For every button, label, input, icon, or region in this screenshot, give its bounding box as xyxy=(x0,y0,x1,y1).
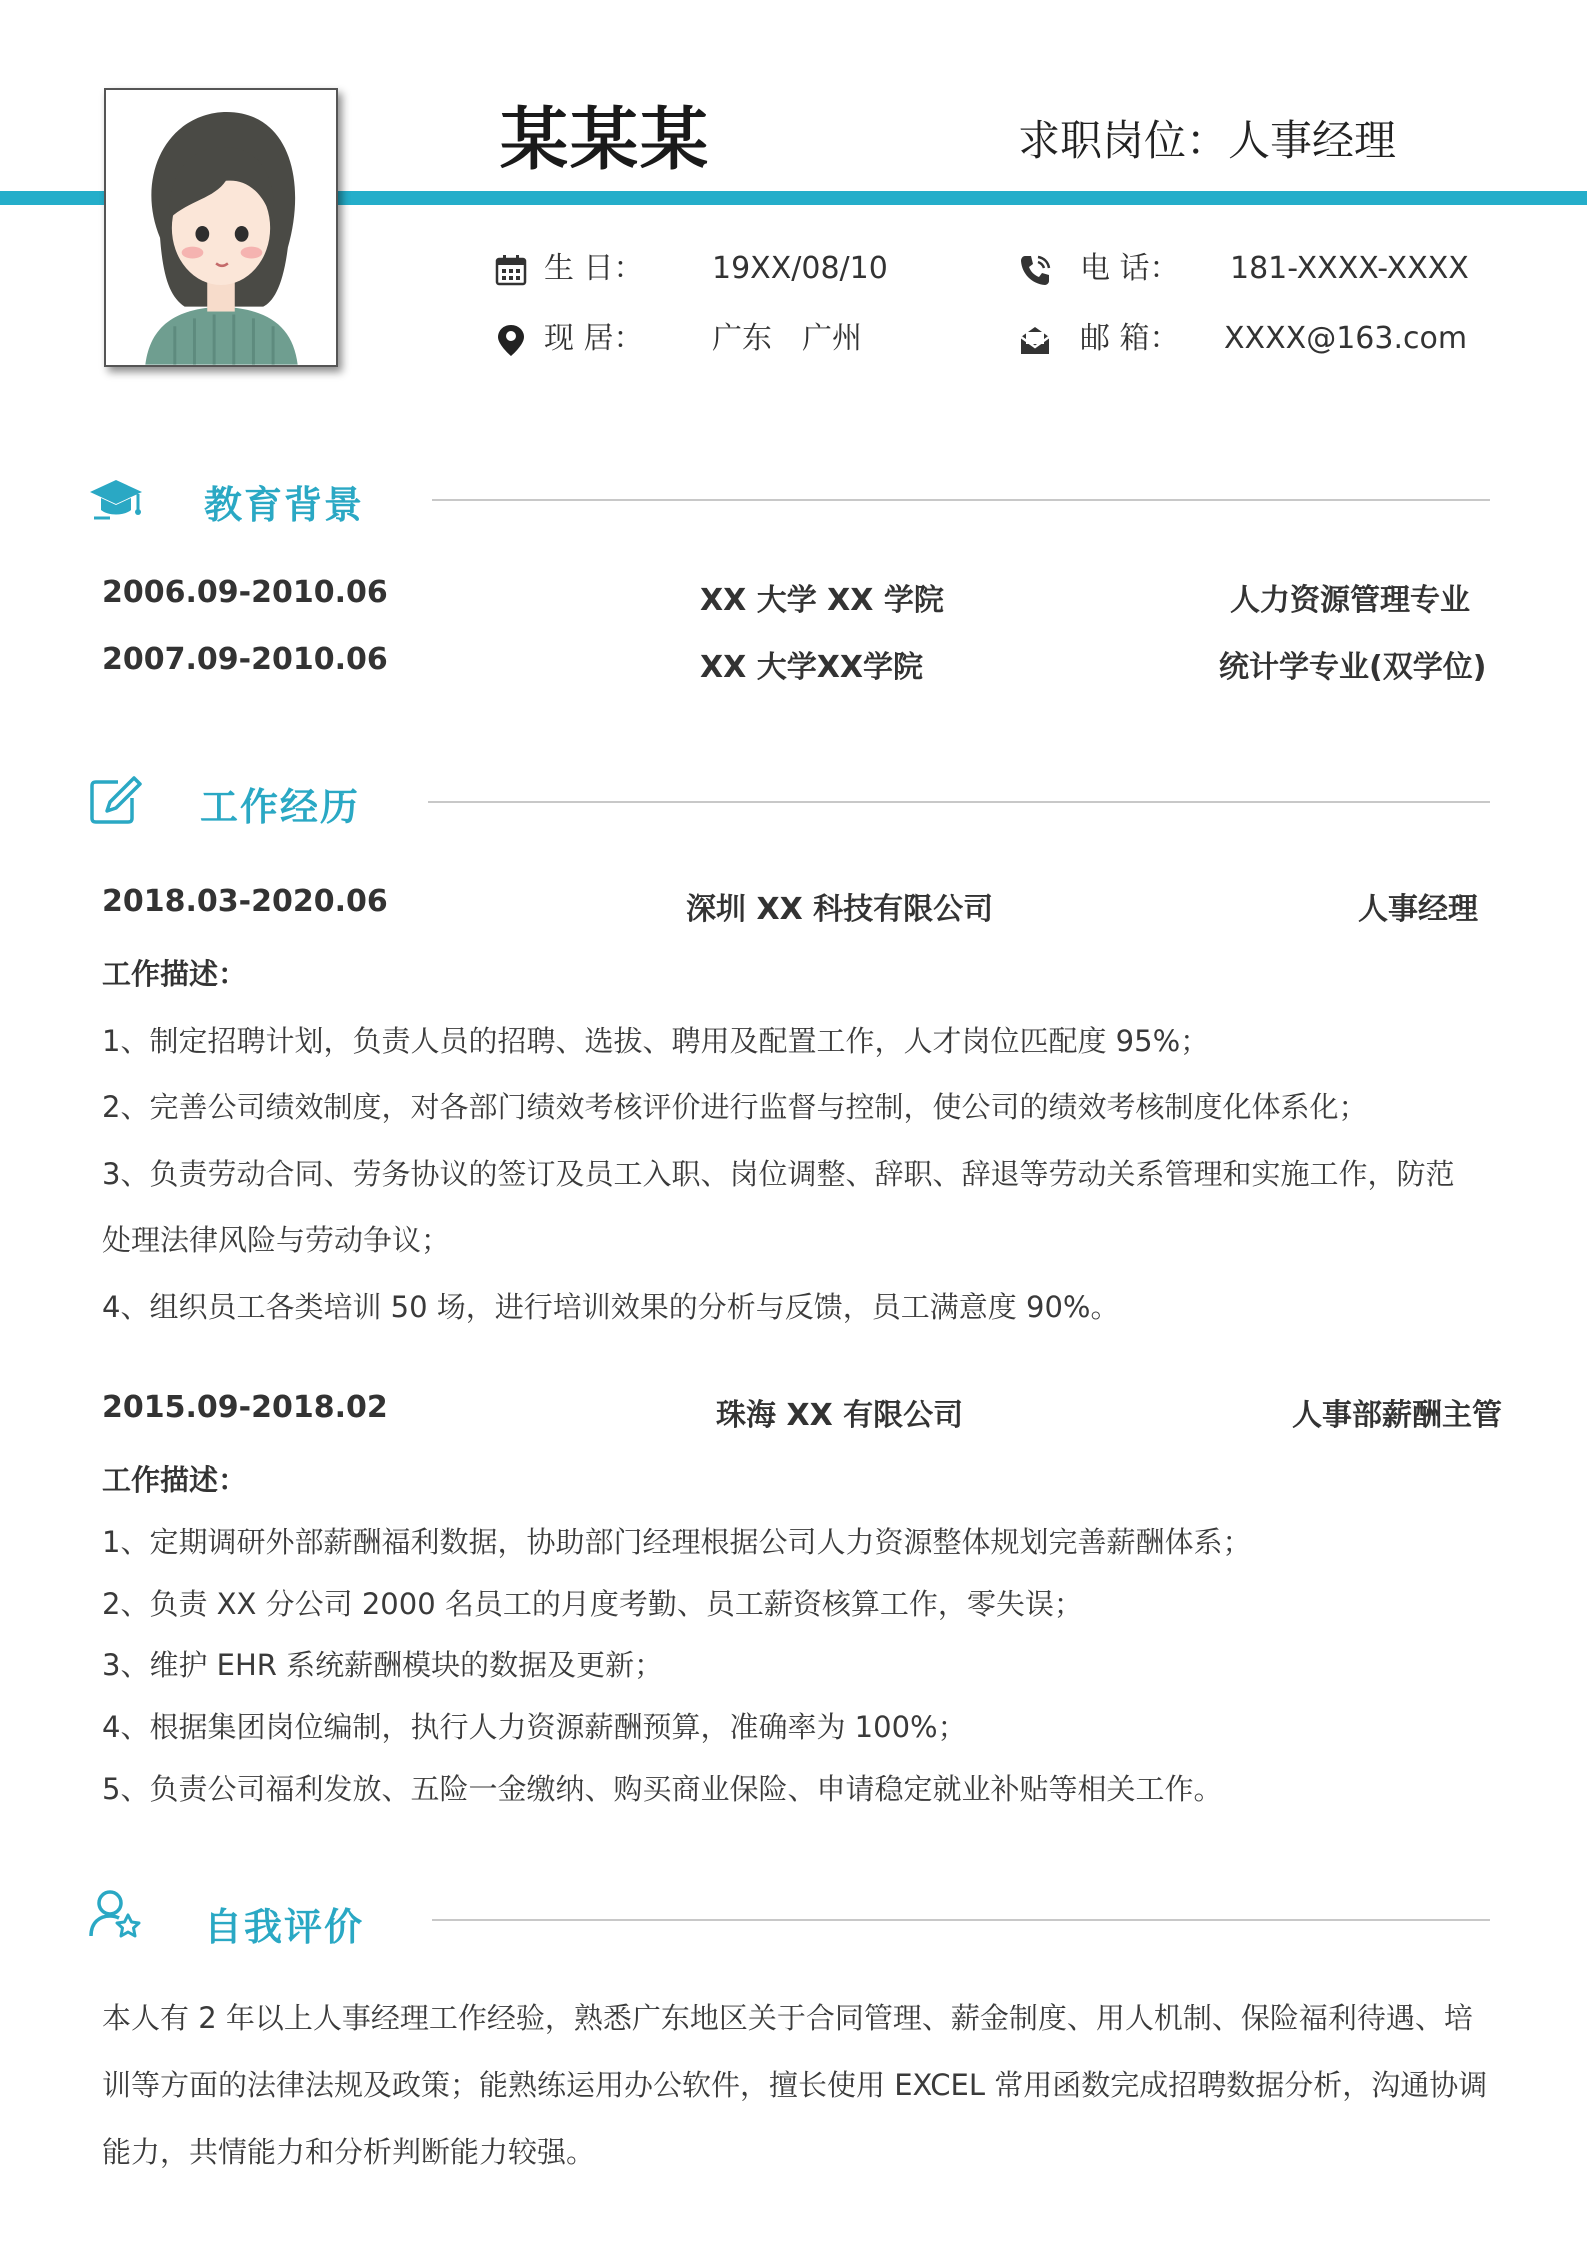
job-1-position: 人事经理 xyxy=(1358,892,1478,927)
edu-row-2-school: XX 大学XX学院 xyxy=(700,650,923,685)
residence-label: 现 居： xyxy=(544,321,644,356)
profile-photo xyxy=(104,88,338,367)
edu-row-1-school: XX 大学 XX 学院 xyxy=(700,583,944,618)
job-target: 求职岗位：人事经理 xyxy=(1018,116,1397,165)
job-2-company: 珠海 XX 有限公司 xyxy=(716,1398,964,1433)
job-2-duty-3: 3、维护 EHR 系统薪酬模块的数据及更新； xyxy=(102,1648,664,1682)
email-value: XXXX@163.com xyxy=(1224,321,1468,356)
job-2-duty-1: 1、定期调研外部薪酬福利数据，协助部门经理根据公司人力资源整体规划完善薪酬体系； xyxy=(102,1525,1252,1559)
birthday-label: 生 日： xyxy=(544,251,644,286)
info-birthday xyxy=(494,249,934,289)
job-2-duty-2: 2、负责 XX 分公司 2000 名员工的月度考勤、员工薪资核算工作，零失误； xyxy=(102,1587,1083,1621)
candidate-name: 某某某 xyxy=(500,101,711,180)
education-title: 教育背景 xyxy=(204,483,365,527)
edu-row-1-period: 2006.09-2010.06 xyxy=(102,575,388,610)
edit-icon xyxy=(88,774,144,826)
phone-value: 181-XXXX-XXXX xyxy=(1230,251,1469,286)
job-2-period: 2015.09-2018.02 xyxy=(102,1390,388,1425)
edu-row-1-major: 人力资源管理专业 xyxy=(1230,583,1470,618)
edu-row-2-major: 统计学专业(双学位) xyxy=(1219,650,1487,685)
job-2-duty-5: 5、负责公司福利发放、五险一金缴纳、购买商业保险、申请稳定就业补贴等相关工作。 xyxy=(102,1772,1223,1806)
job-1-company: 深圳 XX 科技有限公司 xyxy=(686,892,994,927)
residence-value: 广东 广州 xyxy=(712,321,862,356)
avatar-illustration xyxy=(106,90,336,365)
graduation-cap-icon xyxy=(88,474,144,526)
self-eval-title: 自我评价 xyxy=(204,1905,365,1949)
info-residence xyxy=(494,319,934,359)
job-1-duty-4: 4、组织员工各类培训 50 场，进行培训效果的分析与反馈，员工满意度 90%。 xyxy=(102,1290,1120,1324)
self-eval-divider xyxy=(432,1919,1490,1921)
job-1-duty-3-cont: 处理法律风险与劳动争议； xyxy=(102,1223,451,1257)
job-1-duty-3: 3、负责劳动合同、劳务协议的签订及员工入职、岗位调整、辞职、辞退等劳动关系管理和实施工作，防范 xyxy=(102,1157,1455,1191)
self-eval-text: 本人有 2 年以上人事经理工作经验，熟悉广东地区关于合同管理、薪金制度、用人机制、保险福利待遇、培训等方面的法律法规及政策；能熟练运用办公软件，擅长使用 EXCEL 常用函数完成招聘数据分析，沟通协调能力，共情能力和分析判断能力较强。 xyxy=(102,2001,1488,2169)
phone-icon xyxy=(1018,253,1052,287)
mail-icon xyxy=(1018,323,1052,357)
job-1-period: 2018.03-2020.06 xyxy=(102,884,388,919)
phone-label: 电 话： xyxy=(1080,251,1180,286)
work-divider xyxy=(428,801,1490,803)
info-phone xyxy=(1018,249,1488,289)
info-email xyxy=(1018,319,1488,359)
email-label: 邮 箱： xyxy=(1080,321,1180,356)
job-1-desc-label: 工作描述： xyxy=(102,957,248,991)
edu-row-2-period: 2007.09-2010.06 xyxy=(102,642,388,677)
job-1-duty-1: 1、制定招聘计划，负责人员的招聘、选拔、聘用及配置工作，人才岗位匹配度 95%； xyxy=(102,1024,1210,1058)
job-2-position: 人事部薪酬主管 xyxy=(1292,1398,1502,1433)
user-star-icon xyxy=(88,1888,144,1940)
job-2-duty-4: 4、根据集团岗位编制，执行人力资源薪酬预算，准确率为 100%； xyxy=(102,1710,967,1744)
calendar-icon xyxy=(494,253,528,287)
location-pin-icon xyxy=(494,323,528,357)
education-divider xyxy=(432,499,1490,501)
job-2-desc-label: 工作描述： xyxy=(102,1463,248,1497)
job-1-duty-2: 2、完善公司绩效制度，对各部门绩效考核评价进行监督与控制，使公司的绩效考核制度化体系化； xyxy=(102,1090,1368,1124)
work-title: 工作经历 xyxy=(200,785,361,829)
birthday-value: 19XX/08/10 xyxy=(712,251,888,286)
